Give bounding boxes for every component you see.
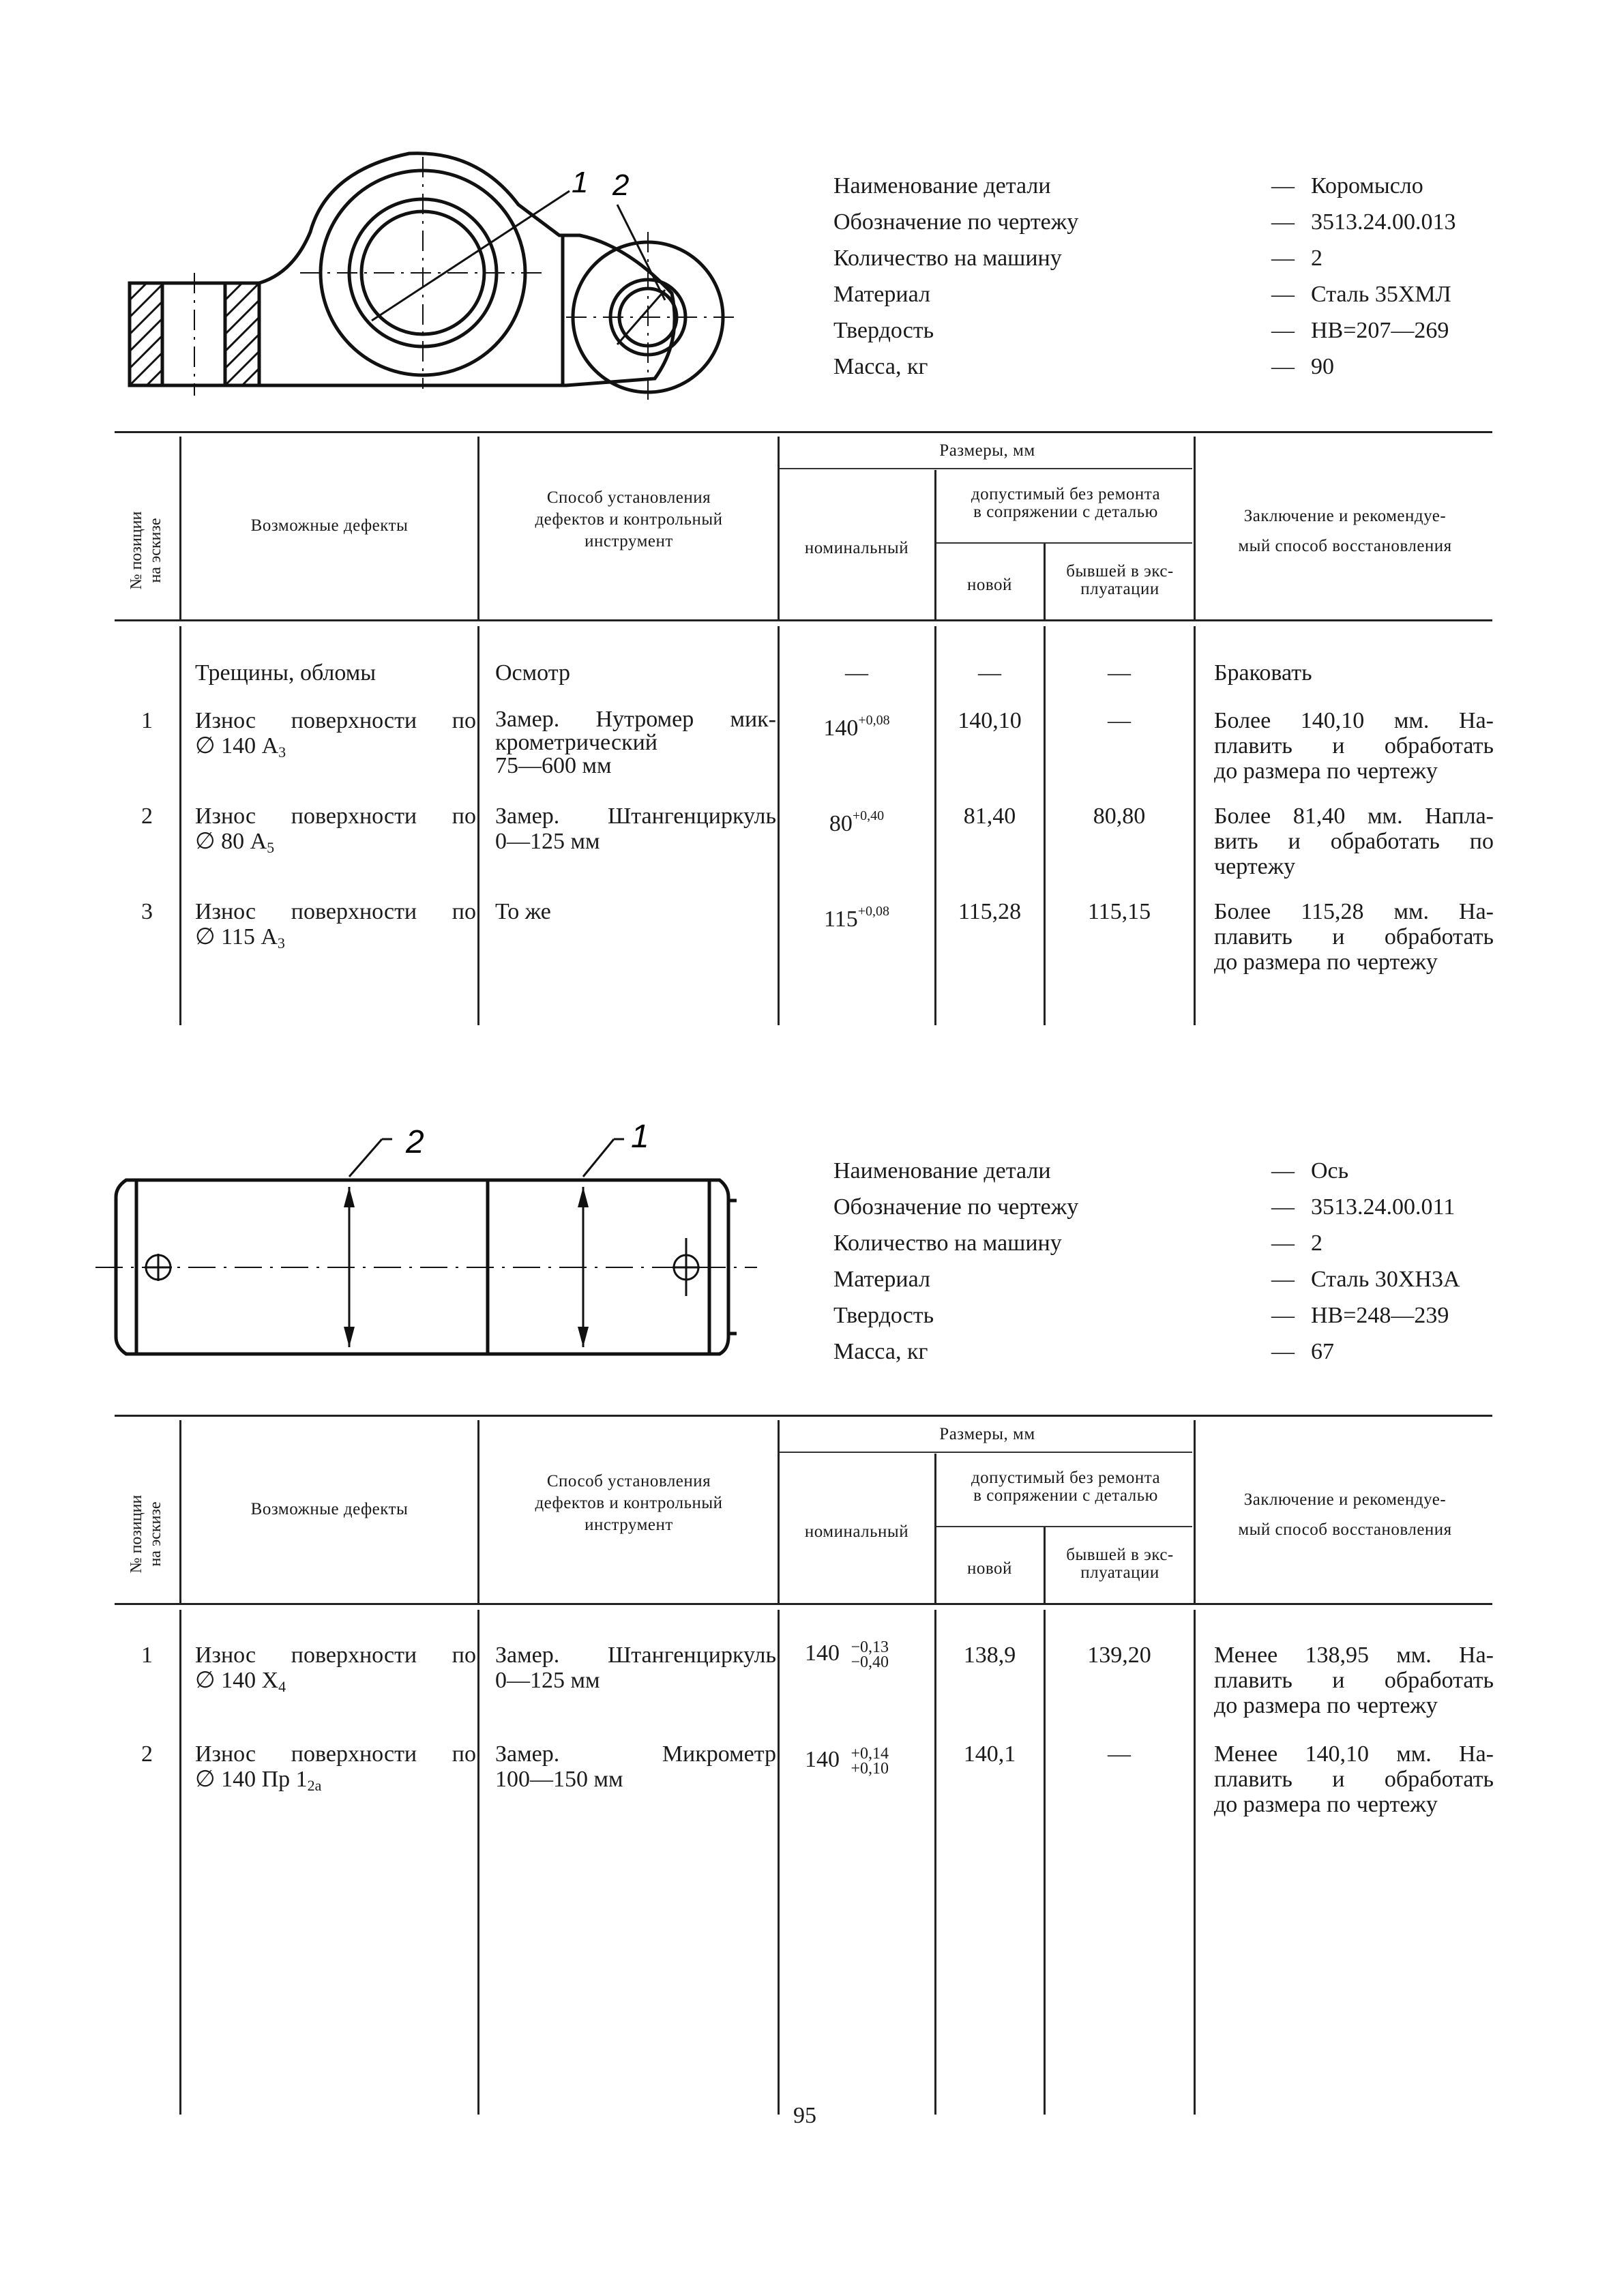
t2-r1-defect: Износ поверхности по ∅ 140 $Х_4$ (195, 1643, 476, 1695)
t1-r0-nominal: — (845, 660, 868, 686)
t1-r3-conclusion: Более 115,28 мм. На- плавить и обработать до размера по чертежу (1214, 899, 1494, 975)
t1-r2-new: 81,40 (963, 804, 1016, 829)
hdr-nominal: номинальный (804, 1522, 909, 1541)
t2-r1-conclusion: Менее 138,95 мм. На- плавить и обработать до размера по чертежу (1214, 1643, 1494, 1718)
t1-r1-defect: Износ поверхности по ∅ 140 $А_3$ (195, 708, 476, 761)
hdr-nominal: номинальный (804, 539, 909, 557)
t1-r1-pos: 1 (141, 708, 153, 733)
info-row: Материал — Сталь 35ХМЛ (833, 282, 1451, 307)
t2-r2-nominal: 140 +0,14 +0,10 (805, 1745, 889, 1778)
hdr-conclusion: Заключение и рекомендуе- мый способ восстановления (1238, 1490, 1452, 1539)
t1-r2-defect: Износ поверхности по ∅ 80 $А_5$ (195, 804, 476, 856)
rocker-arm-sketch (0, 0, 818, 409)
t1-r1-conclusion: Более 140,10 мм. На- плавить и обработать до размера по чертежу (1214, 708, 1494, 784)
t1-r0-used: — (1108, 660, 1131, 686)
hdr-used: бывшей в экс- плуатации (1066, 1546, 1174, 1582)
hdr-pos: № позиции на эскизе (128, 1495, 164, 1574)
t2-r1-method: Замер. Штангенциркуль 0—125 мм (495, 1643, 776, 1693)
t1-r3-method: То же (495, 899, 551, 924)
hdr-new: новой (967, 576, 1012, 594)
axle-sketch (0, 1091, 818, 1378)
t1-r1-new: 140,10 (958, 708, 1022, 733)
t1-r3-new: 115,28 (958, 899, 1022, 924)
info-row: Обозначение по чертежу — 3513.24.00.013 (833, 209, 1456, 235)
t2-r2-defect: Износ поверхности по ∅ 140 Пр $1_{2а}$ (195, 1741, 476, 1794)
info-row: Твердость — НВ=207—269 (833, 318, 1449, 343)
t1-r2-method: Замер. Штангенциркуль 0—125 мм (495, 804, 776, 854)
part1-info (833, 168, 1502, 385)
info-row: Масса, кг — 67 (833, 1339, 1334, 1364)
t1-r0-conclusion: Браковать (1214, 660, 1312, 686)
page-number: 95 (793, 2103, 816, 2128)
info-row: Количество на машину — 2 (833, 1231, 1322, 1256)
hdr-sizes: Размеры, мм (939, 441, 1035, 460)
info-row: Наименование детали — Ось (833, 1158, 1349, 1183)
t1-r0-new: — (978, 660, 1001, 686)
t2-r1-nominal: 140 −0,13 −0,40 (805, 1638, 889, 1671)
hdr-pos: № позиции на эскизе (128, 511, 164, 590)
info-row: Материал — Сталь 30ХН3А (833, 1267, 1460, 1292)
t1-r3-used: 115,15 (1087, 899, 1151, 924)
t1-r1-nominal: $140^{+0,08}$ (823, 713, 890, 741)
hdr-used: бывшей в экс- плуатации (1066, 562, 1174, 598)
t1-r3-nominal: $115^{+0,08}$ (823, 904, 890, 932)
hdr-defects: Возможные дефекты (250, 1500, 409, 1518)
hdr-allowed: допустимый без ремонта в сопряжении с деталью (971, 1469, 1161, 1505)
info-row: Количество на машину — 2 (833, 246, 1322, 271)
t2-r2-conclusion: Менее 140,10 мм. На- плавить и обработать до размера по чертежу (1214, 1741, 1494, 1817)
hdr-allowed: допустимый без ремонта в сопряжении с деталью (971, 485, 1161, 521)
t1-r0-method: Осмотр (495, 660, 570, 686)
t1-r2-pos: 2 (141, 804, 153, 829)
info-row: Наименование детали — Коромысло (833, 173, 1423, 198)
hdr-defects: Возможные дефекты (250, 516, 409, 535)
t1-r2-used: 80,80 (1093, 804, 1146, 829)
part2-info (833, 1153, 1502, 1370)
hdr-method: Способ установления дефектов и контрольный инструмент (535, 1472, 723, 1534)
info-row: Твердость — НВ=248—239 (833, 1303, 1449, 1328)
sketch2-label-2: 2 (406, 1124, 424, 1160)
t2-r1-new: 138,9 (963, 1643, 1016, 1668)
hdr-new: новой (967, 1559, 1012, 1578)
t2-r2-new: 140,1 (963, 1741, 1016, 1767)
t1-r2-conclusion: Более 81,40 мм. Напла- вить и обработать по чертежу (1214, 804, 1494, 879)
t2-r2-pos: 2 (141, 1741, 153, 1767)
t1-r1-used: — (1108, 708, 1131, 733)
t1-r0-defect: Трещины, обломы (195, 660, 376, 686)
t1-r3-pos: 3 (141, 899, 153, 924)
t2-r2-used: — (1108, 1741, 1131, 1767)
t1-r1-method: Замер. Нутромер мик- крометрический 75—600 мм (495, 707, 776, 778)
info-row: Обозначение по чертежу — 3513.24.00.011 (833, 1194, 1455, 1220)
hdr-sizes: Размеры, мм (939, 1425, 1035, 1443)
t1-r2-nominal: $80^{+0,40}$ (829, 808, 885, 836)
sketch2-label-1: 1 (631, 1119, 649, 1155)
sketch1-label-1: 1 (572, 166, 589, 199)
info-row: Масса, кг — 90 (833, 354, 1334, 379)
t2-r1-pos: 1 (141, 1643, 153, 1668)
t1-r3-defect: Износ поверхности по ∅ 115 $А_3$ (195, 899, 476, 952)
hdr-conclusion: Заключение и рекомендуе- мый способ восстановления (1238, 507, 1452, 555)
t2-r2-method: Замер. Микрометр 100—150 мм (495, 1741, 776, 1792)
t2-r1-used: 139,20 (1087, 1643, 1151, 1668)
sketch1-label-2: 2 (612, 168, 630, 202)
hdr-method: Способ установления дефектов и контрольный инструмент (535, 488, 723, 550)
